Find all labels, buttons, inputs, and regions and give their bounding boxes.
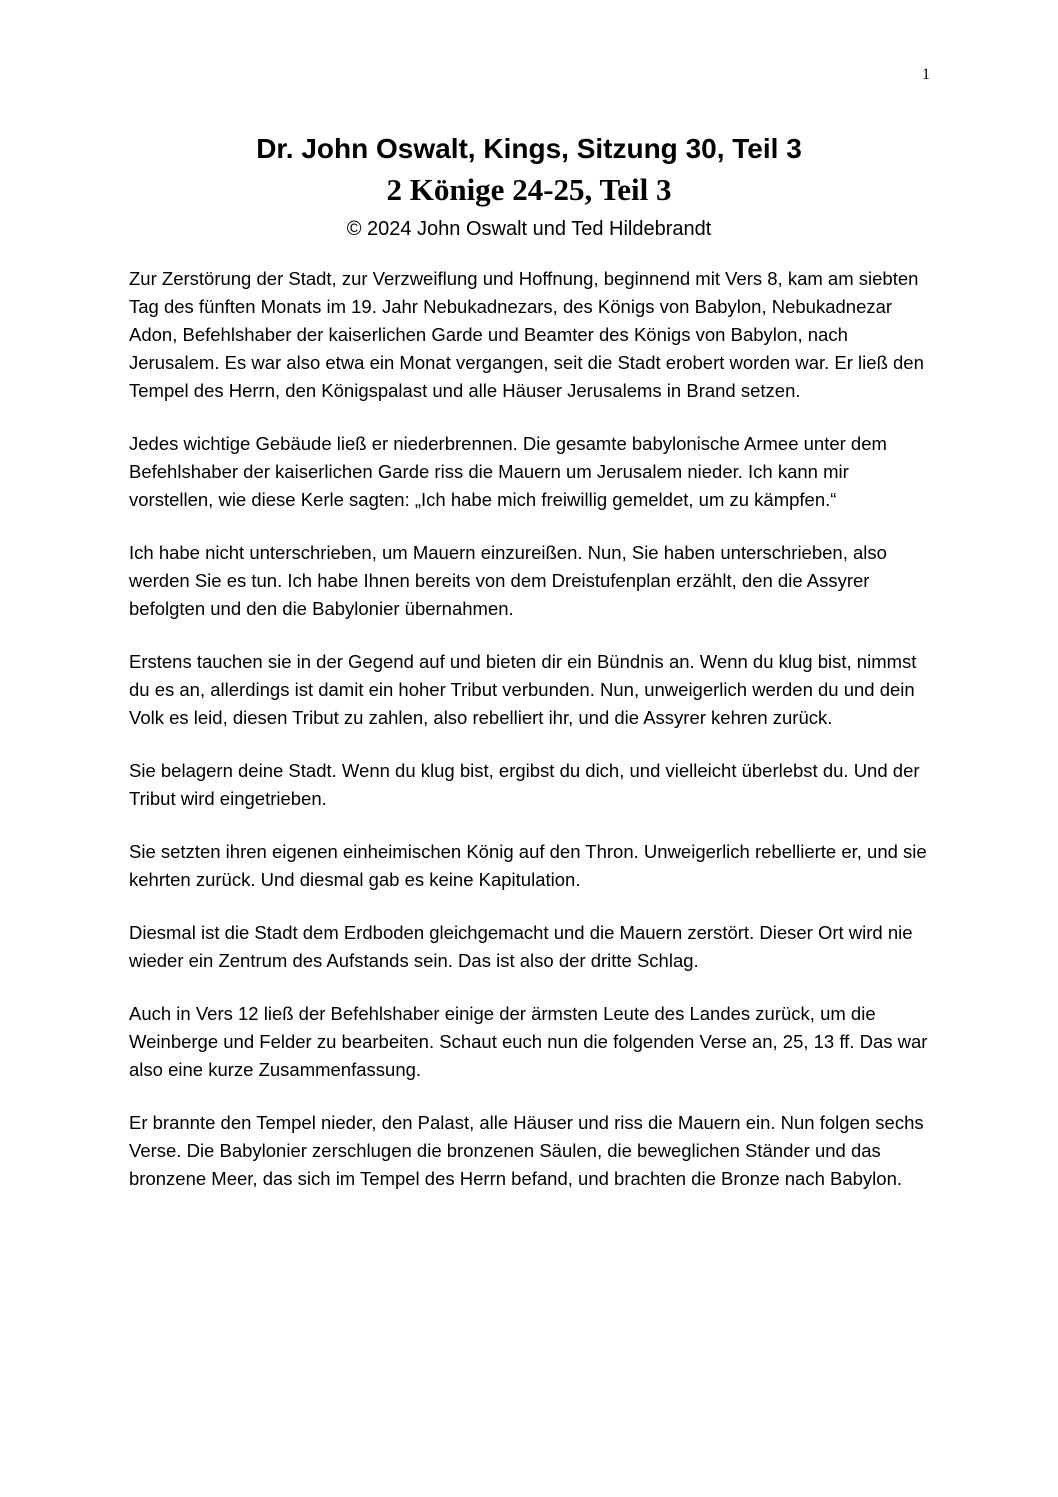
paragraph: Auch in Vers 12 ließ der Befehlshaber einige der ärmsten Leute des Landes zurück, um die Weinberge und Felder zu bearbeiten. Schaut euch nun die folgenden Verse an, 25, 13 ff. Das war also eine kurze Zusammenfassung.	[129, 1003, 928, 1080]
paragraph: Erstens tauchen sie in der Gegend auf und bieten dir ein Bündnis an. Wenn du klug bist, nimmst du es an, allerdings ist damit ein hoher Tribut verbunden. Nun, unweigerlich werden du und dein Volk es leid, diesen Tribut zu zahlen, also rebelliert ihr, und die Assyrer kehren zurück.	[129, 651, 917, 728]
paragraph: Sie setzten ihren eigenen einheimischen König auf den Thron. Unweigerlich rebellierte er, und sie kehrten zurück. Und diesmal gab es keine Kapitulation.	[129, 841, 927, 890]
paragraph: Er brannte den Tempel nieder, den Palast, alle Häuser und riss die Mauern ein. Nun folgen sechs Verse. Die Babylonier zerschlugen die bronzenen Säulen, die beweglichen Ständer und das bronzene Meer, das sich im Tempel des Herrn befand, und brachten die Bronze nach Babylon.	[129, 1112, 924, 1189]
paragraph: Ich habe nicht unterschrieben, um Mauern einzureißen. Nun, Sie haben unterschrieben, also werden Sie es tun. Ich habe Ihnen bereits von dem Dreistufenplan erzählt, den die Assyrer befolgten und den die Babylonier übernahmen.	[129, 542, 887, 619]
document-subtitle: 2 Könige 24-25, Teil 3	[386, 172, 672, 207]
paragraph: Zur Zerstörung der Stadt, zur Verzweiflung und Hoffnung, beginnend mit Vers 8, kam am siebten Tag des fünften Monats im 19. Jahr Nebukadnezars, des Königs von Babylon, Nebukadnezar Adon, Befehlshaber der kaiserlichen Garde und Beamter des Königs von Babylon, nach Jerusalem. Es war also etwa ein Monat vergangen, seit die Stadt erobert worden war. Er ließ den Tempel des Herrn, den Königspalast und alle Häuser Jerusalems in Brand setzen.	[129, 268, 924, 401]
copyright: © 2024 John Oswalt und Ted Hildebrandt	[346, 218, 712, 240]
paragraph: Jedes wichtige Gebäude ließ er niederbrennen. Die gesamte babylonische Armee unter dem Befehlshaber der kaiserlichen Garde riss die Mauern um Jerusalem nieder. Ich kann mir vorstellen, wie diese Kerle sagten: „Ich habe mich freiwillig gemeldet, um zu kämpfen.“	[129, 433, 887, 510]
body-text	[129, 265, 929, 1218]
document-title: Dr. John Oswalt, Kings, Sitzung 30, Teil 3	[256, 133, 802, 164]
paragraph: Sie belagern deine Stadt. Wenn du klug bist, ergibst du dich, und vielleicht überlebst du. Und der Tribut wird eingetrieben.	[129, 760, 920, 809]
page-number: 1	[922, 66, 930, 83]
paragraph: Diesmal ist die Stadt dem Erdboden gleichgemacht und die Mauern zerstört. Dieser Ort wird nie wieder ein Zentrum des Aufstands sein. Das ist also der dritte Schlag.	[129, 922, 913, 971]
